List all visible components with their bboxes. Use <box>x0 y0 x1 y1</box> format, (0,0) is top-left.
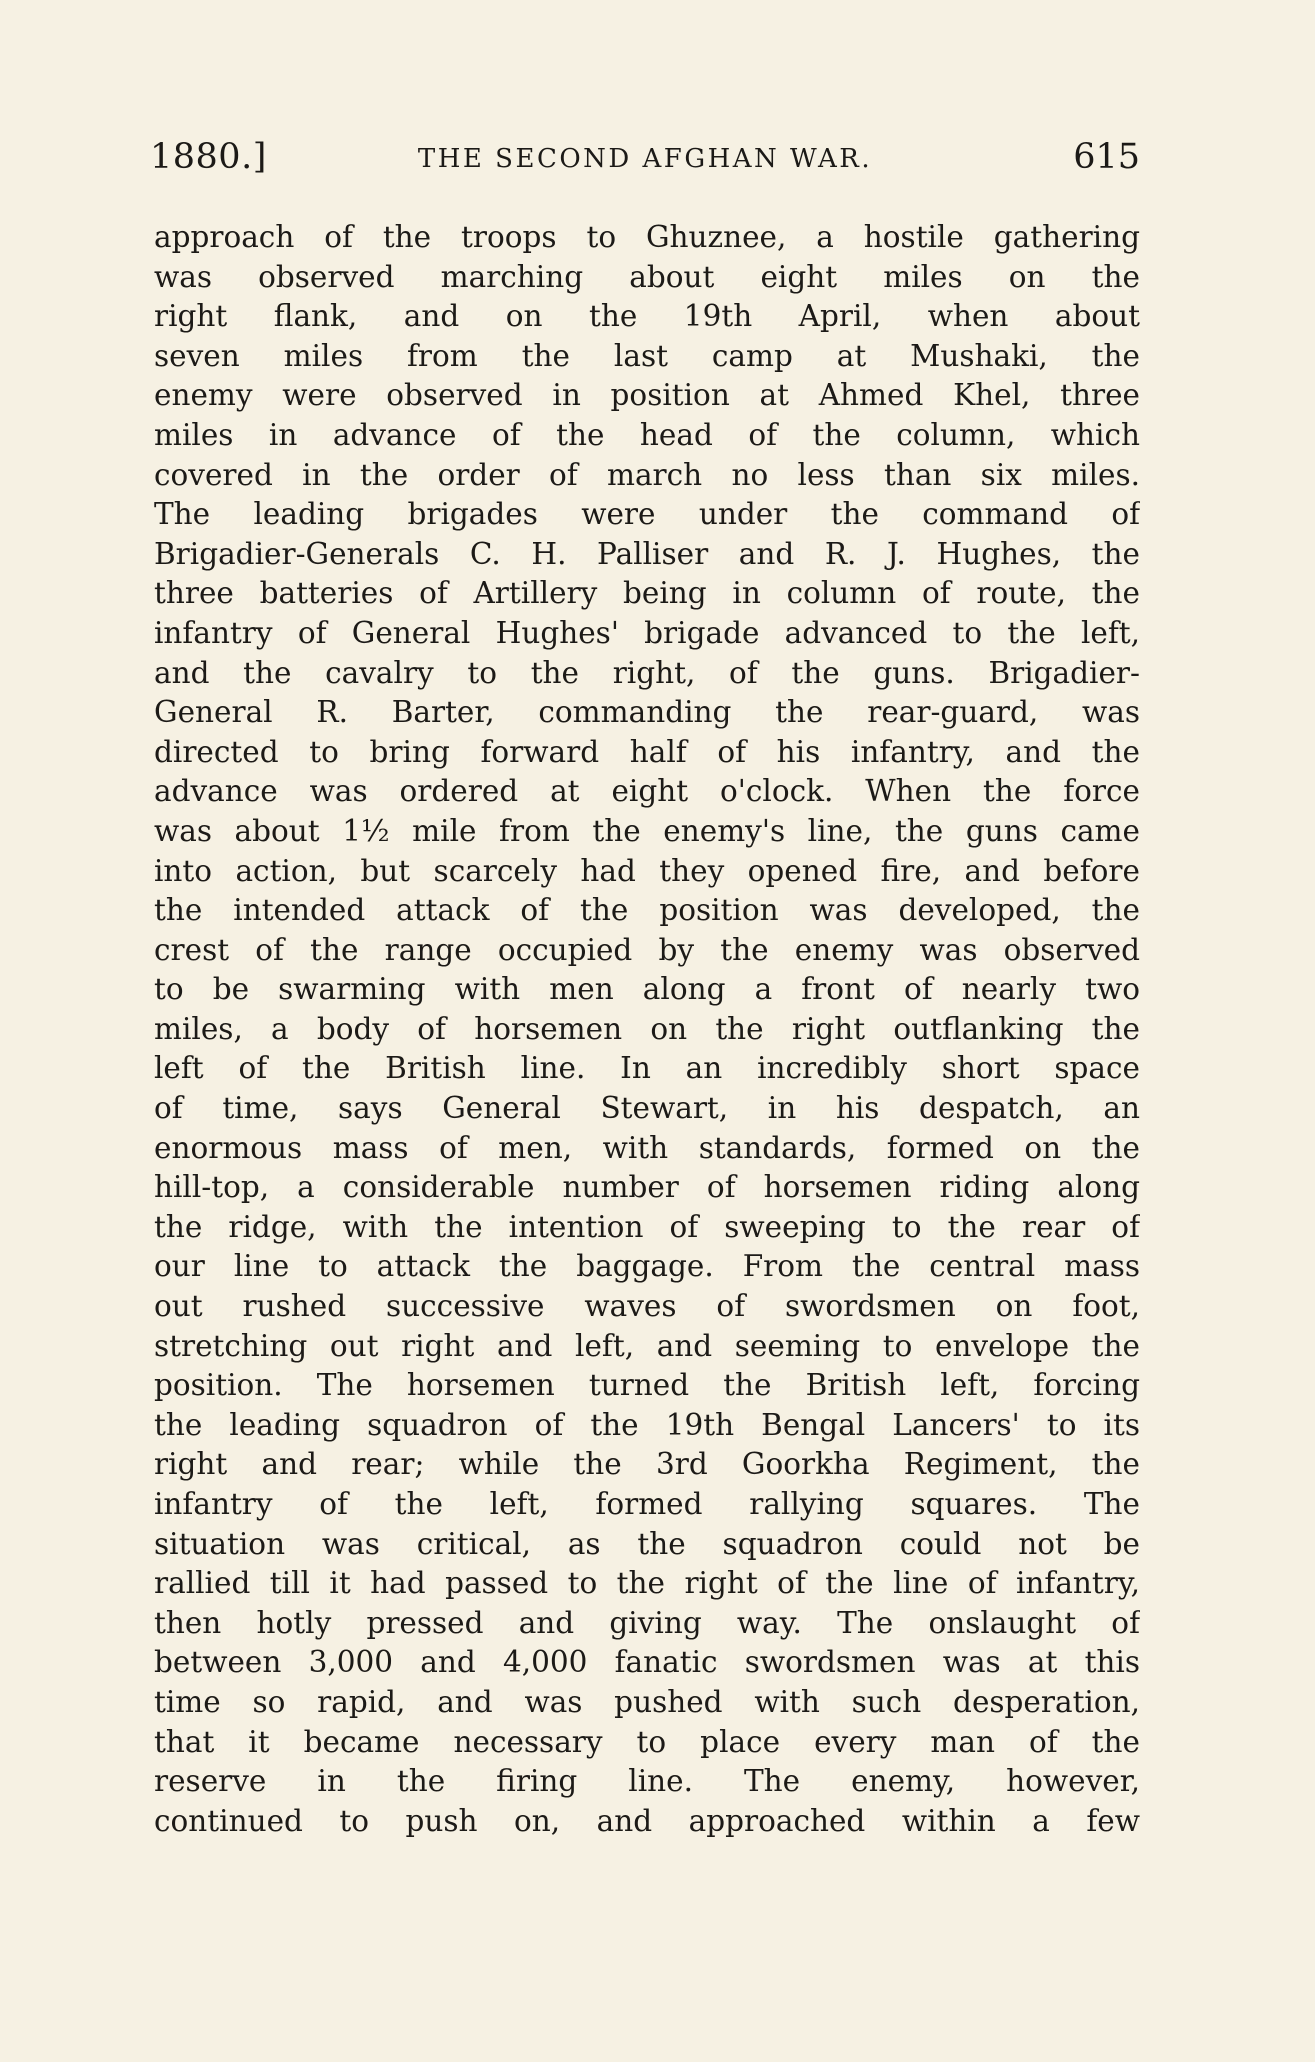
text-line: left of the British line. In an incredibly short space <box>154 1051 1140 1086</box>
text-line: infantry of General Hughes' brigade advanced to the left, <box>154 615 1140 650</box>
text-line: rallied till it had passed to the right of the line of infantry, <box>154 1566 1140 1601</box>
text-line: right and rear; while the 3rd Goorkha Regiment, the <box>154 1447 1140 1482</box>
text-line: reserve in the firing line. The enemy, however, <box>154 1764 1140 1799</box>
text-line: then hotly pressed and giving way. The onslaught of <box>154 1605 1140 1640</box>
text-line: crest of the range occupied by the enemy was observed <box>154 932 1140 967</box>
text-line: and the cavalry to the right, of the guns. Brigadier- <box>154 655 1140 690</box>
text-line: to be swarming with men along a front of nearly two <box>154 972 1140 1007</box>
text-line: the ridge, with the intention of sweeping to the rear of <box>154 1209 1140 1244</box>
text-line: situation was critical, as the squadron could not be <box>154 1526 1140 1561</box>
running-head-year: 1880.] <box>150 137 267 177</box>
text-line: time so rapid, and was pushed with such desperation, <box>154 1684 1140 1719</box>
text-line: The leading brigades were under the command of <box>154 497 1140 532</box>
text-line: three batteries of Artillery being in column of route, the <box>154 576 1140 611</box>
text-line: out rushed successive waves of swordsmen on foot, <box>154 1289 1140 1324</box>
text-line: that it became necessary to place every man of the <box>154 1724 1140 1759</box>
running-head <box>150 132 1140 182</box>
text-line: our line to attack the baggage. From the central mass <box>154 1249 1140 1284</box>
text-line: was observed marching about eight miles on the <box>154 259 1140 294</box>
running-head-title: THE SECOND AFGHAN WAR. <box>417 144 873 174</box>
text-line: miles, a body of horsemen on the right outflanking the <box>154 1011 1140 1046</box>
page-number: 615 <box>1073 137 1140 177</box>
text-line: position. The horsemen turned the British left, forcing <box>154 1368 1140 1403</box>
body-paragraph <box>154 218 1140 1841</box>
text-line: the leading squadron of the 19th Bengal Lancers' to its <box>154 1407 1140 1442</box>
text-line: covered in the order of march no less than six miles. <box>154 457 1140 492</box>
text-line: seven miles from the last camp at Mushaki, the <box>154 338 1140 373</box>
text-line: was about 1½ mile from the enemy's line, the guns came <box>154 813 1140 848</box>
text-line: hill-top, a considerable number of horsemen riding along <box>154 1170 1140 1205</box>
text-line: of time, says General Stewart, in his despatch, an <box>154 1091 1140 1126</box>
text-line: miles in advance of the head of the column, which <box>154 417 1140 452</box>
text-line: enormous mass of men, with standards, formed on the <box>154 1130 1140 1165</box>
text-line: Brigadier-Generals C. H. Palliser and R. J. Hughes, the <box>154 536 1140 571</box>
text-line: the intended attack of the position was developed, the <box>154 893 1140 928</box>
text-line: stretching out right and left, and seeming to envelope the <box>154 1328 1140 1363</box>
text-line: approach of the troops to Ghuznee, a hostile gathering <box>154 220 1140 254</box>
text-line: advance was ordered at eight o'clock. When the force <box>154 774 1140 809</box>
text-line: into action, but scarcely had they opened fire, and before <box>154 853 1140 888</box>
text-line: enemy were observed in position at Ahmed Khel, three <box>154 378 1140 413</box>
text-line: between 3,000 and 4,000 fanatic swordsmen was at this <box>154 1645 1140 1680</box>
text-line: General R. Barter, commanding the rear-guard, was <box>154 695 1140 730</box>
text-line: right flank, and on the 19th April, when about <box>154 299 1140 334</box>
text-line: directed to bring forward half of his infantry, and the <box>154 734 1140 769</box>
text-line: continued to push on, and approached within a few <box>154 1803 1140 1838</box>
text-line: infantry of the left, formed rallying squares. The <box>154 1487 1140 1521</box>
